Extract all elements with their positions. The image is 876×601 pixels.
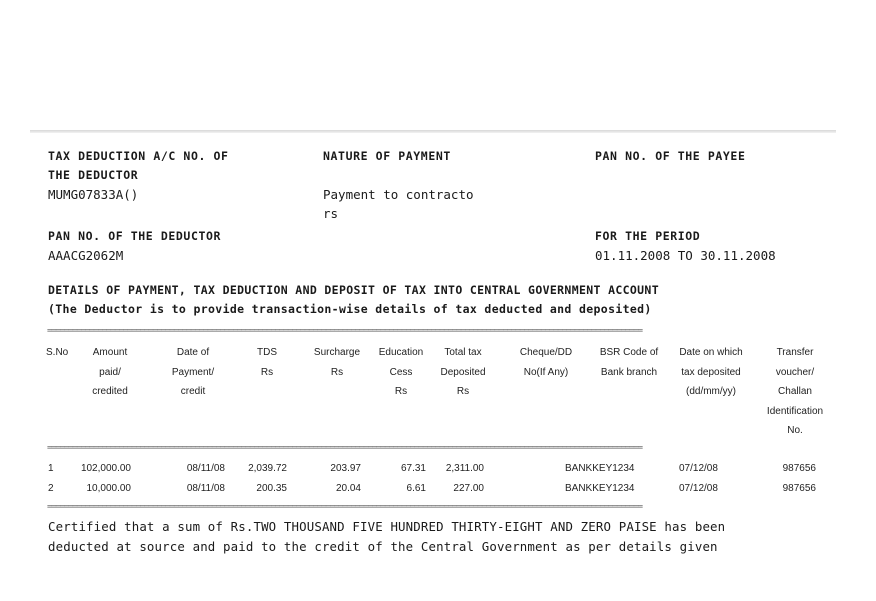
tan-number: MUMG07833A() [48,187,139,202]
table-cell-amount: 10,000.00 [86,483,131,494]
table-cell-amount: 102,000.00 [80,463,131,474]
pan-deductor-value: AAACG2062M [48,248,124,263]
col-header-cheque-dd: Cheque/DD No(If Any) [519,347,573,378]
top-divider [30,130,836,133]
table-cell-challan-id: 987656 [782,483,816,494]
nature-of-payment-line2: rs [323,206,339,221]
pan-deductor-title: PAN NO. OF THE DEDUCTOR [48,229,222,243]
table-cell-surcharge: 20.04 [335,483,361,494]
table-cell-bsr-code: BANKKEY1234 [565,463,635,474]
period-value: 01.11.2008 TO 30.11.2008 [595,248,776,263]
col-header-amount: Amount paid/ credited [92,347,128,397]
table-cell-date-deposited: 07/12/08 [679,483,718,494]
nature-of-payment-title: NATURE OF PAYMENT [323,149,451,163]
table-cell-challan-id: 987656 [782,463,816,474]
table-cell-total-tax: 2,311.00 [445,463,484,474]
table-cell-total-tax: 227.00 [453,483,484,494]
details-subheading: (The Deductor is to provide transaction-wise details of tax deducted and deposited) [48,302,652,316]
table-cell-date-deposited: 07/12/08 [679,463,718,474]
pan-payee-title: PAN NO. OF THE PAYEE [595,149,746,163]
table-cell-bsr-code: BANKKEY1234 [565,483,635,494]
table-cell-tds: 200.35 [256,483,287,494]
col-header-tds: TDS Rs [257,347,277,378]
col-header-date-of-payment: Date of Payment/ credit [171,347,215,397]
tan-title-line2: THE DEDUCTOR [48,168,139,182]
table-separator-bottom: ============================================================================================================================================= [47,505,642,510]
table-cell-date-payment: 08/11/08 [186,483,225,494]
col-header-bsr-code: BSR Code of Bank branch [599,347,659,378]
table-cell-sno: 2 [48,483,54,494]
col-header-challan-id: Transfer voucher/ Challan Identification No. [766,347,824,436]
table-cell-tds: 2,039.72 [248,463,287,474]
certificate-line1: Certified that a sum of Rs.TWO THOUSAND FIVE HUNDRED THIRTY-EIGHT AND ZERO PAISE has been [48,519,726,534]
certificate-line2: deducted at source and paid to the credit of the Central Government as per details given [48,539,718,554]
col-header-total-tax: Total tax Deposited Rs [440,347,486,397]
col-header-date-deposited: Date on which tax deposited (dd/mm/yy) [679,347,743,397]
table-separator-mid: ============================================================================================================================================= [47,446,642,451]
tan-title-line1: TAX DEDUCTION A/C NO. OF [48,149,229,163]
table-cell-education-cess: 6.61 [406,483,426,494]
table-separator-top: ============================================================================================================================================= [47,329,642,334]
nature-of-payment-line1: Payment to contracto [323,187,474,202]
table-cell-education-cess: 67.31 [400,463,426,474]
details-heading: DETAILS OF PAYMENT, TAX DEDUCTION AND DEPOSIT OF TAX INTO CENTRAL GOVERNMENT ACCOUNT [48,283,659,297]
period-title: FOR THE PERIOD [595,229,701,243]
col-header-surcharge: Surcharge Rs [313,347,361,378]
col-header-sno: S.No [46,347,69,358]
table-cell-sno: 1 [48,463,54,474]
table-cell-date-payment: 08/11/08 [186,463,225,474]
table-cell-surcharge: 203.97 [330,463,361,474]
col-header-education-cess: Education Cess Rs [378,347,424,397]
